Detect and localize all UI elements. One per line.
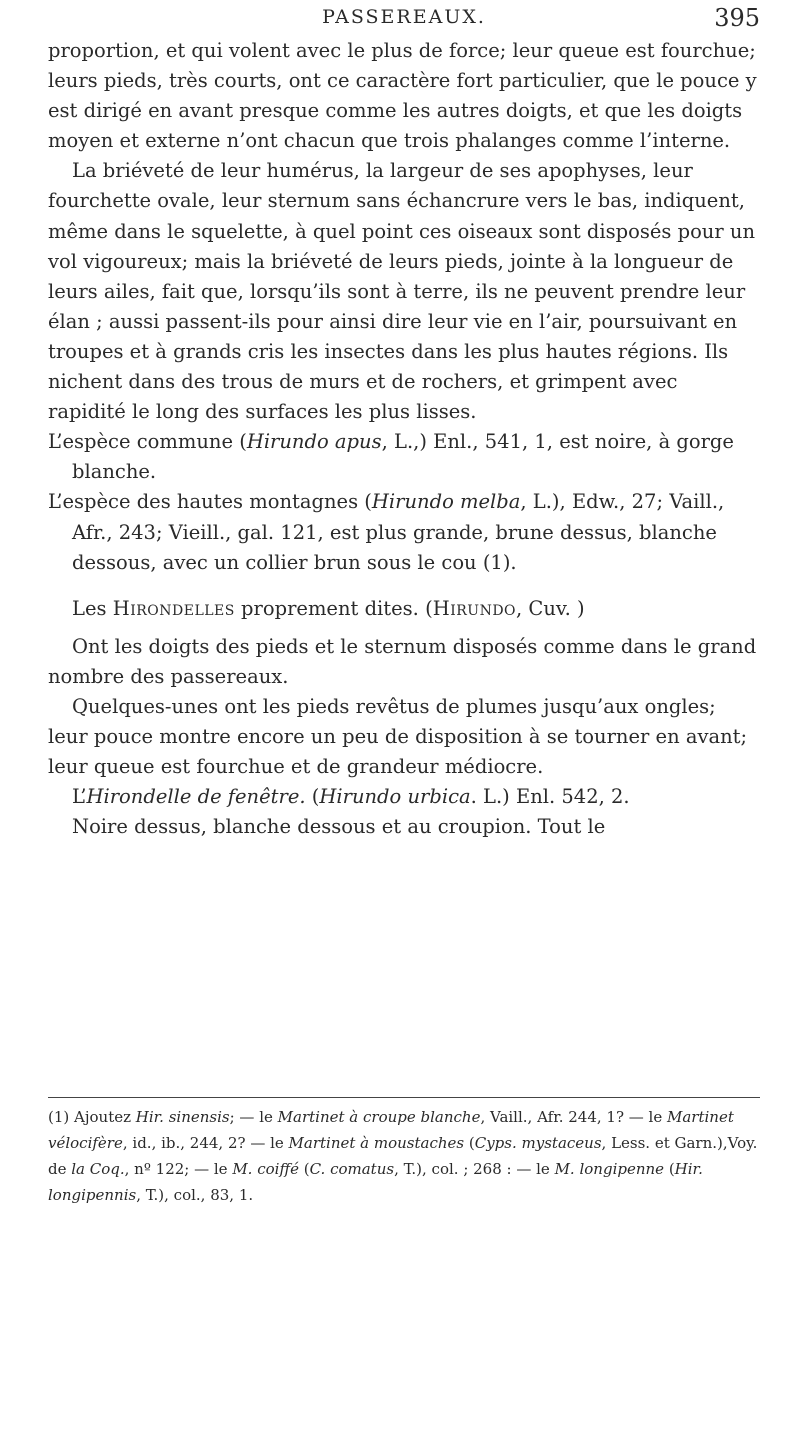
footnote-rule — [48, 1097, 760, 1098]
paragraph-quelques-unes: Quelques-unes ont les pieds revêtus de plumes jusqu’aux ongles; leur pouce montre encore un peu de disposition à se tourner en avant; leur queue est fourchue et de grandeur médiocre. — [48, 694, 748, 779]
section-heading-hirondelles — [48, 594, 760, 624]
smallcaps-hirondelles: Hirondelles — [112, 596, 235, 620]
text-italic: C. comatus — [309, 1160, 395, 1178]
text-span: ( — [305, 785, 320, 809]
text-span: ( — [464, 1134, 475, 1152]
smallcaps-hirundo: Hirundo — [432, 596, 517, 620]
paragraph-hirondelle-fenetre — [48, 782, 760, 812]
text-span: , nº 122; — le — [124, 1160, 233, 1178]
species-name-hirundo-apus: Hirundo apus — [246, 430, 382, 454]
text-italic: Martinet à croupe blanche — [277, 1108, 481, 1126]
text-italic: Cyps. mystaceus — [474, 1134, 602, 1152]
text-italic: M. longipenne — [554, 1160, 665, 1178]
text-span: , id., ib., 244, 2? — le — [122, 1134, 289, 1152]
text-italic: Martinet à moustaches — [288, 1134, 465, 1152]
text-span: ; — le — [229, 1108, 278, 1126]
text-span: , Less. et Garn.),Voy. de — [48, 1134, 758, 1178]
text-span: ( — [298, 1160, 310, 1178]
text-span: ( — [664, 1160, 675, 1178]
text-span: L’espèce commune ( — [48, 430, 247, 454]
text-span: (1) Ajoutez — [48, 1108, 136, 1126]
body-text — [48, 36, 760, 842]
text-italic: Hir. longipennis — [48, 1160, 703, 1204]
text-span: L’espèce des hautes montagnes ( — [48, 490, 372, 514]
paragraph-hautes-montagnes — [48, 487, 760, 577]
paragraph-doigts: Ont les doigts des pieds et le sternum disposés comme dans le grand nombre des passereaux. — [48, 634, 757, 688]
species-name-hirundo-urbica: Hirundo urbica — [319, 785, 471, 809]
text-span: , Vaill., Afr. 244, 1? — le — [480, 1108, 667, 1126]
text-span: , L.,) Enl., 541, 1, est noire, à gorge blanche. — [72, 430, 734, 484]
species-name-hirundo-melba: Hirundo melba — [371, 490, 521, 514]
text-span: . L.) Enl. 542, 2. — [470, 785, 630, 809]
species-common-name: Hirondelle de fenêtre. — [86, 785, 306, 809]
running-title: PASSEREAUX. — [322, 6, 486, 28]
text-span: , T.), col., 83, 1. — [136, 1186, 254, 1204]
text-span: proprement dites. ( — [234, 596, 433, 620]
text-italic: M. coiffé — [232, 1160, 299, 1178]
paragraph-noire-dessus: Noire dessus, blanche dessous et au croupion. Tout le — [72, 815, 606, 839]
footnote — [48, 1104, 760, 1208]
text-italic: Hir. sinensis — [135, 1108, 230, 1126]
text-italic: la Coq. — [71, 1160, 125, 1178]
text-span: , T.), col. ; 268 : — le — [394, 1160, 555, 1178]
text-span: , Cuv. ) — [516, 596, 585, 620]
text-span: L’ — [72, 785, 87, 809]
text-italic: Martinet vélocifère — [48, 1108, 734, 1152]
paragraph-humerus: La briéveté de leur humérus, la largeur de ses apophyses, leur fourchette ovale, leur sternum sans échancrure vers le bas, indiquent, même dans le squelette, à quel point ces oiseaux sont disposés pour un vol vigoureux; mais la briéveté de leurs pieds, jointe à la longueur de leurs ailes, fait que, lorsqu’ils sont à terre, ils ne peuvent prendre leur élan ; aussi passent-ils pour ainsi dire leur vie en l’air, poursuivant en troupes et à grands cris les insectes dans les plus hautes régions. Ils nichent dans des trous de murs et de rochers, et grimpent avec rapidité le long des surfaces les plus lisses. — [48, 159, 756, 424]
paragraph-espece-commune — [48, 427, 760, 487]
text-span: , L.), Edw., 27; Vaill., Afr., 243; Vieill., gal. 121, est plus grande, brune dessus, blanche dessous, avec un collier brun sous le cou (1). — [72, 490, 725, 574]
text-span: Les — [72, 596, 113, 620]
paragraph-proportion: proportion, et qui volent avec le plus de force; leur queue est fourchue; leurs pieds, très courts, ont ce caractère fort particulier, que le pouce y est dirigé en avant presque comme les autres doigts, et que les doigts moyen et externe n’ont chacun que trois phalanges comme l’interne. — [48, 39, 757, 153]
running-head — [48, 4, 760, 36]
page-number: 395 — [714, 4, 760, 32]
